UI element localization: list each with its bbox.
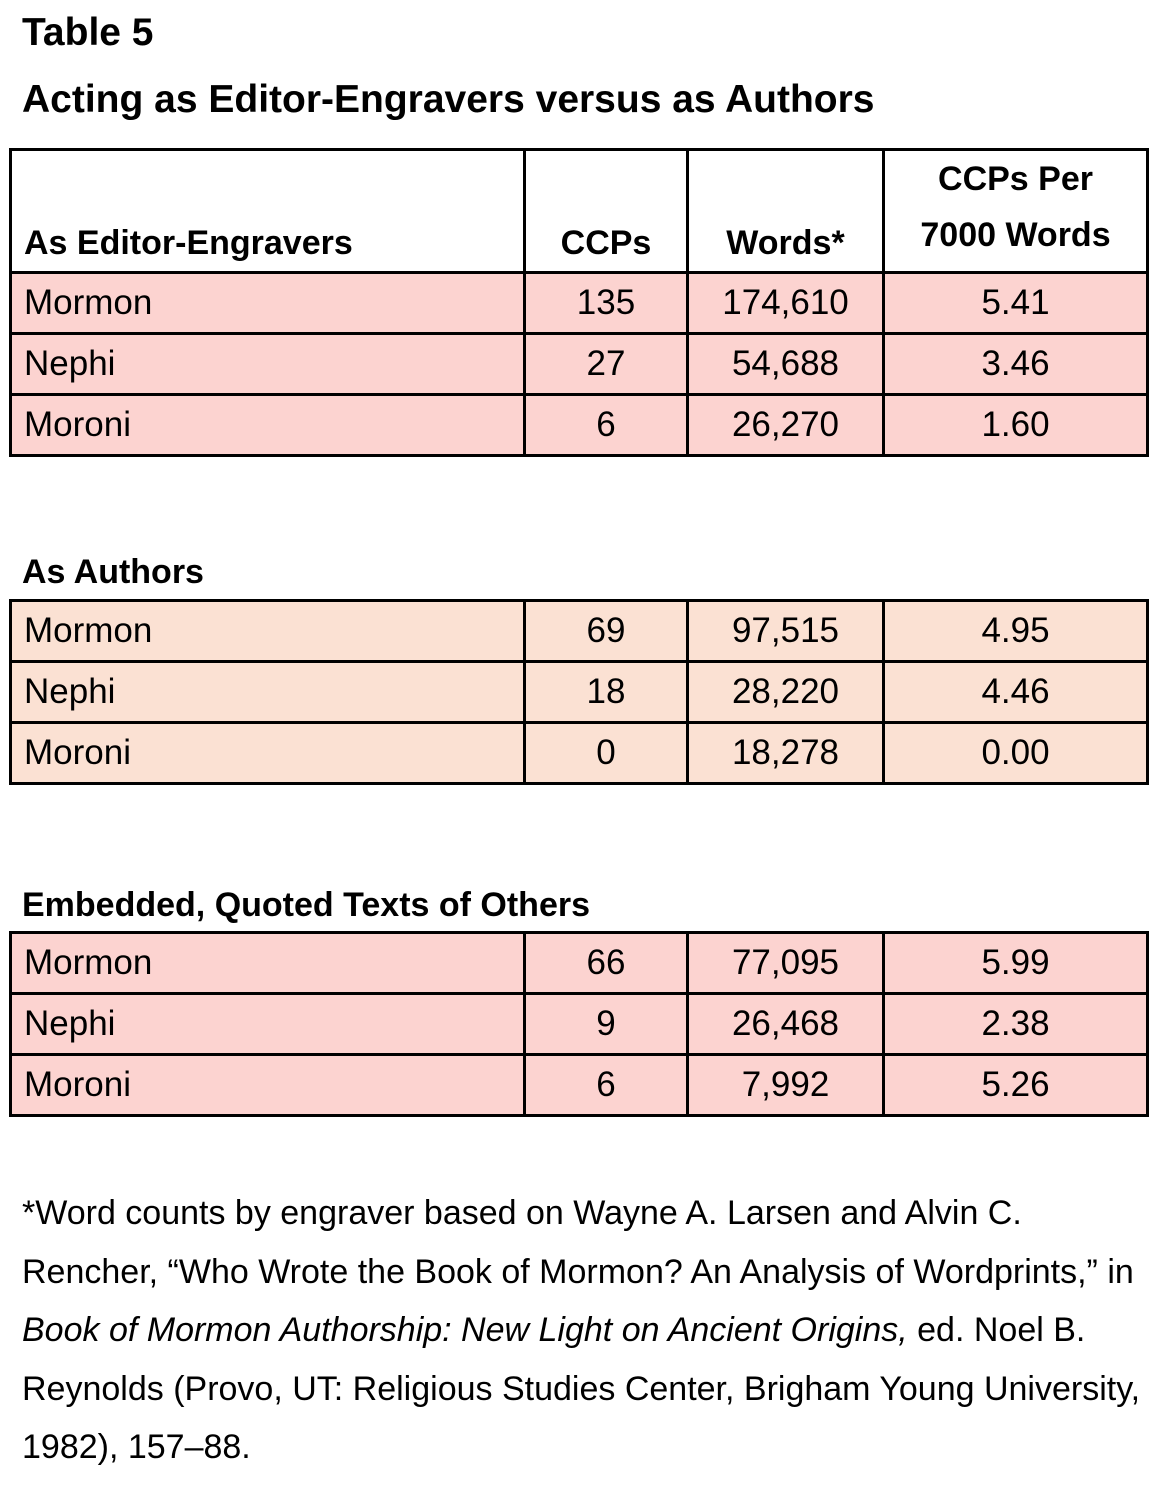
header-words: Words* xyxy=(688,150,884,273)
header-rate-line1: CCPs Per xyxy=(938,160,1093,198)
row-name: Moroni xyxy=(11,723,525,784)
row-words: 7,992 xyxy=(688,1055,884,1116)
row-ccps: 6 xyxy=(525,1055,688,1116)
table-title: Acting as Editor-Engravers versus as Authors xyxy=(22,78,875,121)
row-rate: 5.99 xyxy=(884,933,1148,994)
row-name: Nephi xyxy=(11,662,525,723)
table-row xyxy=(11,273,1148,334)
table-row xyxy=(11,395,1148,456)
row-ccps: 66 xyxy=(525,933,688,994)
row-rate: 3.46 xyxy=(884,334,1148,395)
row-name: Moroni xyxy=(11,395,525,456)
row-words: 26,270 xyxy=(688,395,884,456)
header-editor-engravers: As Editor-Engravers xyxy=(11,150,525,273)
row-words: 97,515 xyxy=(688,601,884,662)
section-label-authors: As Authors xyxy=(22,553,204,591)
table-row xyxy=(11,334,1148,395)
row-words: 174,610 xyxy=(688,273,884,334)
section-label-embedded: Embedded, Quoted Texts of Others xyxy=(22,886,590,924)
row-rate: 4.46 xyxy=(884,662,1148,723)
table-row xyxy=(11,723,1148,784)
row-words: 26,468 xyxy=(688,994,884,1055)
footnote-book-title: Book of Mormon Authorship: New Light on Ancient Origins, xyxy=(22,1311,908,1349)
embedded-texts-table xyxy=(9,931,1149,1117)
row-ccps: 0 xyxy=(525,723,688,784)
table-row xyxy=(11,601,1148,662)
row-ccps: 18 xyxy=(525,662,688,723)
row-words: 28,220 xyxy=(688,662,884,723)
header-row xyxy=(11,150,1148,273)
header-ccps-per-7000 xyxy=(884,150,1148,273)
table-row xyxy=(11,662,1148,723)
row-ccps: 69 xyxy=(525,601,688,662)
row-rate: 4.95 xyxy=(884,601,1148,662)
footnote-text-start: *Word counts by engraver based on Wayne A. Larsen and Alvin C. Rencher, “Who Wrote the Book of Mormon? An Analysis of Wordprints,” in xyxy=(22,1194,1134,1291)
row-name: Mormon xyxy=(11,601,525,662)
table-row xyxy=(11,933,1148,994)
row-name: Mormon xyxy=(11,273,525,334)
row-name: Mormon xyxy=(11,933,525,994)
row-ccps: 135 xyxy=(525,273,688,334)
footnote xyxy=(22,1184,1147,1477)
row-ccps: 27 xyxy=(525,334,688,395)
table-number: Table 5 xyxy=(22,11,154,54)
row-rate: 0.00 xyxy=(884,723,1148,784)
editor-engravers-table xyxy=(9,148,1149,457)
row-words: 18,278 xyxy=(688,723,884,784)
authors-table xyxy=(9,599,1149,785)
header-rate-line2: 7000 Words xyxy=(920,216,1111,254)
table-row xyxy=(11,994,1148,1055)
row-words: 54,688 xyxy=(688,334,884,395)
row-name: Nephi xyxy=(11,994,525,1055)
row-rate: 1.60 xyxy=(884,395,1148,456)
row-ccps: 9 xyxy=(525,994,688,1055)
row-rate: 5.41 xyxy=(884,273,1148,334)
row-ccps: 6 xyxy=(525,395,688,456)
row-name: Nephi xyxy=(11,334,525,395)
footnote-text-end: ed. Noel B. Reynolds (Provo, UT: Religious Studies Center, Brigham Young University, 1982), 157–88. xyxy=(22,1311,1141,1466)
row-words: 77,095 xyxy=(688,933,884,994)
table-row xyxy=(11,1055,1148,1116)
header-ccps: CCPs xyxy=(525,150,688,273)
row-rate: 2.38 xyxy=(884,994,1148,1055)
row-rate: 5.26 xyxy=(884,1055,1148,1116)
row-name: Moroni xyxy=(11,1055,525,1116)
